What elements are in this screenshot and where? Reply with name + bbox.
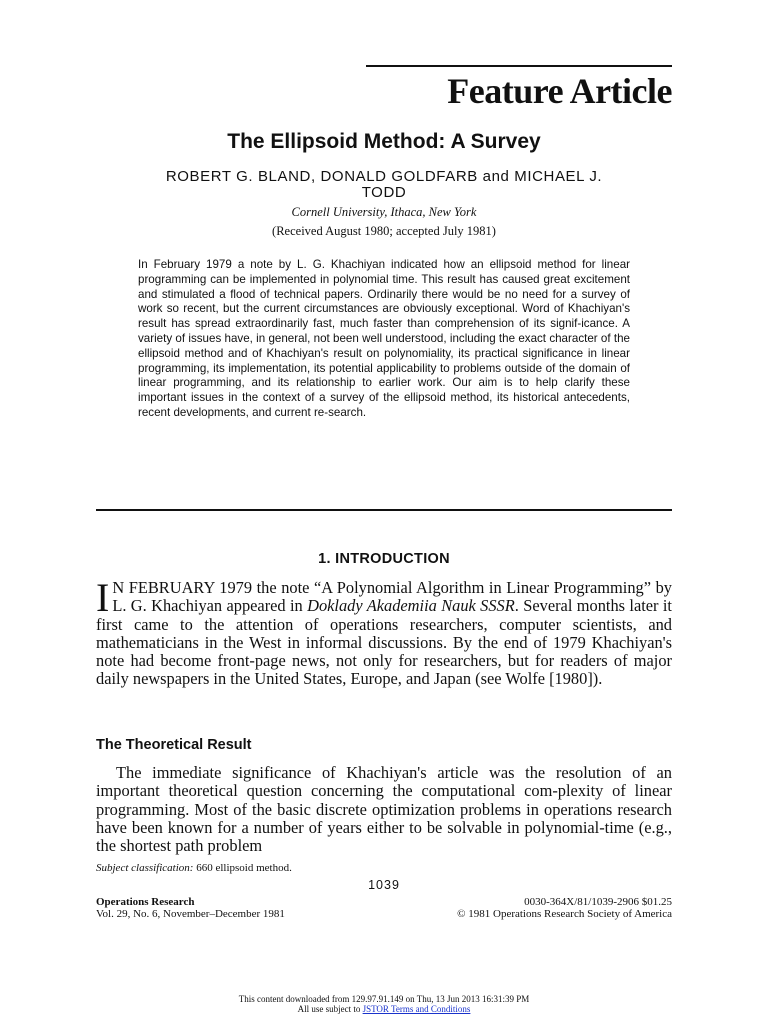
header-rule: [366, 65, 672, 67]
terms-line: [0, 1004, 768, 1014]
authors: ROBERT G. BLAND, DONALD GOLDFARB and MICHAEL J. TODD: [165, 168, 603, 201]
copyright: © 1981 Operations Research Society of America: [457, 908, 672, 920]
affiliation: Cornell University, Ithaca, New York: [291, 205, 477, 219]
issn-price: 0030-364X/81/1039-2906 $01.25: [524, 896, 672, 908]
download-notice: [0, 994, 768, 1014]
received-dates: (Received August 1980; accepted July 1981): [272, 224, 496, 238]
article-title: The Ellipsoid Method: A Survey: [227, 130, 541, 153]
abstract-rule: [96, 509, 672, 511]
section-heading: 1. INTRODUCTION: [318, 551, 450, 567]
feature-article-title: Feature Article: [447, 71, 672, 111]
abstract: In February 1979 a note by L. G. Khachiyan indicated how an ellipsoid method for linear programming can be implemented in polynomial time. This result has caused great excitement and stimulated a flood of technical papers. Ordinarily there would be no need for a survey of work so recent, but the current circumstances are obviously exceptional. Word of Khachiyan's result has spread extraordinarily fast, much faster than comprehension of its signif-icance. A variety of issues have, in general, not been well understood, including the exact character of the ellipsoid method and of Khachiyan's result on polynomiality, its practical significance in linear programming, its implementation, its potential applicability to problems outside of the domain of linear programming, and its relationship to earlier work. Our aim is to help clarify these important issues in the context of a survey of the ellipsoid method, its historical antecedents, recent developments, and current re-search.: [138, 258, 630, 419]
jstor-terms-link[interactable]: JSTOR Terms and Conditions: [362, 1004, 471, 1014]
intro-journal-name: Doklady Akademiia Nauk SSSR: [307, 596, 515, 616]
subsection-heading: The Theoretical Result: [96, 737, 252, 753]
intro-text-part1: N FEBRUARY 1979 the note “A Polynomial Algorithm in Linear Programming” by L. G. Khachiyan appeared in: [112, 578, 672, 616]
introduction-paragraph: [96, 575, 672, 689]
subject-classification-value: 660 ellipsoid method.: [193, 862, 292, 874]
subject-classification: [96, 862, 292, 874]
theory-paragraph: The immediate significance of Khachiyan's article was the resolution of an important theoretical question concerning the computational com-plexity of linear programming. Most of the basic discrete optimization problems in operations research have been known for a number of years either to be solvable in polynomial-time (e.g., the shortest path problem: [96, 763, 672, 856]
page-number: 1039: [368, 878, 400, 892]
download-line: This content downloaded from 129.97.91.149 on Thu, 13 Jun 2013 16:31:39 PM: [238, 994, 530, 1004]
intro-text-part2: . Several months later it first came to the attention of operations researchers, computer scientists, and mathematicians in the West in informal discussions. By the end of 1979 Khachiyan's note had become front-page news, not only for researchers, but for readers of major daily newspapers in the United States, Europe, and Japan (see Wolfe [1980]).: [96, 596, 672, 689]
drop-cap: I: [96, 575, 110, 620]
journal-volume: Vol. 29, No. 6, November–December 1981: [96, 908, 285, 920]
subject-classification-label: Subject classification:: [96, 862, 194, 874]
terms-prefix: All use subject to: [297, 1004, 363, 1014]
journal-name: Operations Research: [96, 896, 195, 908]
